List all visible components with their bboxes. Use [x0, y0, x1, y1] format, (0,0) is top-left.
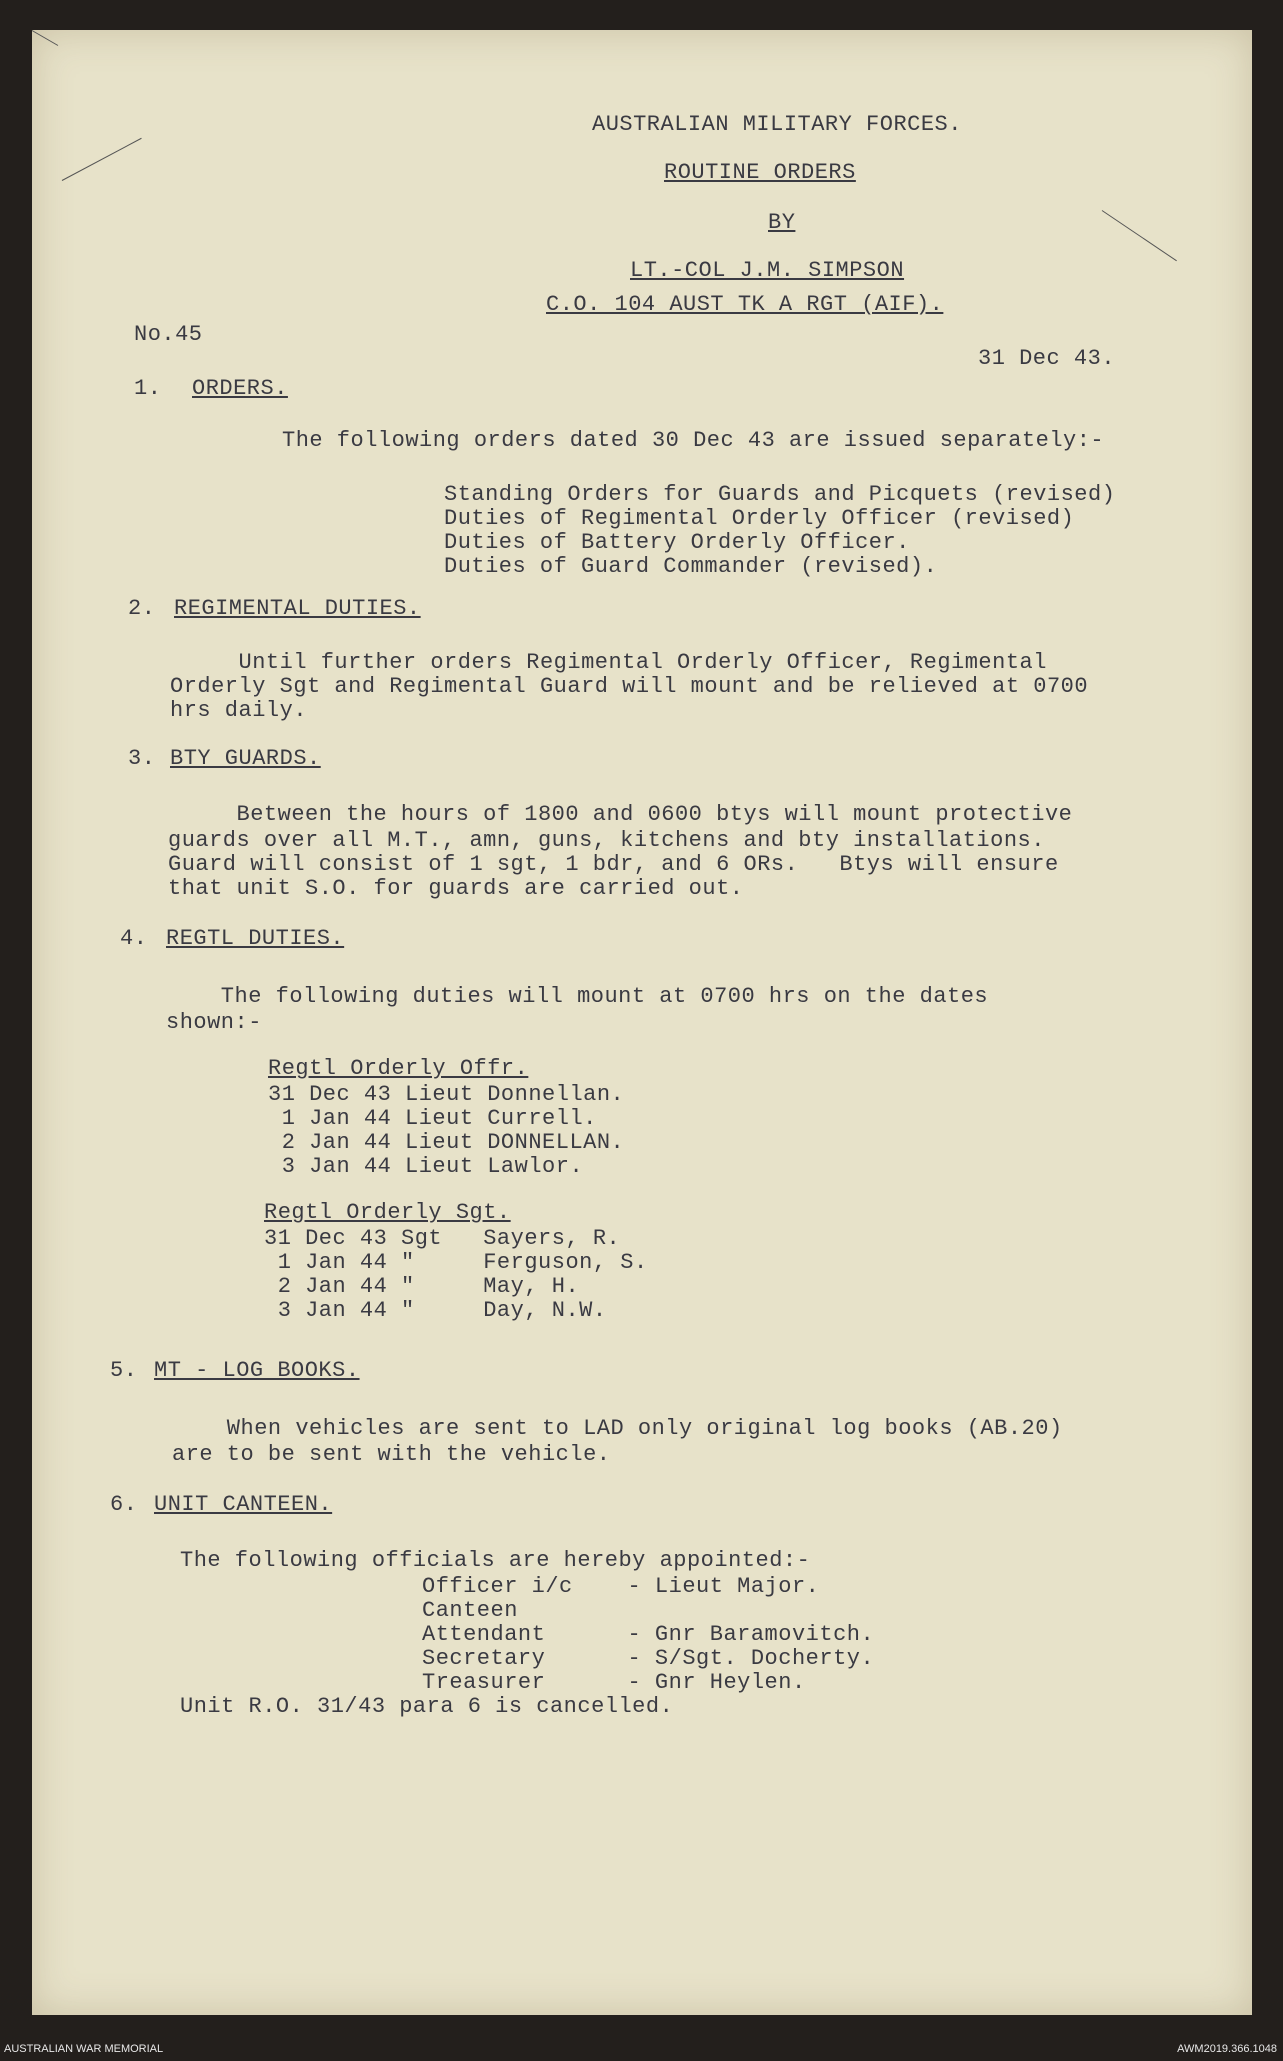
canteen-official-row: Secretary - S/Sgt. Docherty. — [422, 1646, 875, 1671]
section-2-line: Orderly Sgt and Regimental Guard will mount and be relieved at 0700 — [170, 674, 1089, 699]
section-2-number: 2. — [128, 596, 156, 621]
section-2-line: Until further orders Regimental Orderly Officer, Regimental — [170, 650, 1047, 675]
section-1-item: Duties of Regimental Orderly Officer (revised) — [444, 506, 1075, 531]
section-4-number: 4. — [120, 926, 148, 951]
order-number: No.45 — [134, 322, 203, 347]
footer-left: AUSTRALIAN WAR MEMORIAL — [4, 2043, 164, 2055]
section-4-line: shown:- — [166, 1010, 262, 1035]
officer-name: LT.-COL J.M. SIMPSON — [630, 258, 905, 283]
section-2-line: hrs daily. — [170, 698, 308, 723]
sgt-roster-row: 1 Jan 44 " Ferguson, S. — [264, 1250, 648, 1275]
unit-designation: C.O. 104 AUST TK A RGT (AIF). — [546, 292, 944, 317]
canteen-official-row: Treasurer - Gnr Heylen. — [422, 1670, 806, 1695]
pen-mark — [32, 30, 58, 46]
pen-mark — [62, 138, 142, 181]
section-1-heading: ORDERS. — [192, 376, 288, 401]
section-1-item: Duties of Battery Orderly Officer. — [444, 530, 910, 555]
section-5-heading: MT - LOG BOOKS. — [154, 1358, 360, 1383]
canteen-official-row: Officer i/c - Lieut Major. — [422, 1574, 820, 1599]
sgt-roster-row: 2 Jan 44 " May, H. — [264, 1274, 580, 1299]
officer-roster-row: 1 Jan 44 Lieut Currell. — [268, 1106, 597, 1131]
section-3-line: Guard will consist of 1 sgt, 1 bdr, and 6 ORs. Btys will ensure — [168, 852, 1059, 877]
section-6-heading: UNIT CANTEEN. — [154, 1492, 333, 1517]
by-line: BY — [768, 210, 796, 235]
section-1-item: Standing Orders for Guards and Picquets (revised) — [444, 482, 1116, 507]
section-4-heading: REGTL DUTIES. — [166, 926, 345, 951]
officer-roster-row: 2 Jan 44 Lieut DONNELLAN. — [268, 1130, 625, 1155]
section-3-number: 3. — [128, 746, 156, 771]
section-6-number: 6. — [110, 1492, 138, 1517]
officer-roster-heading: Regtl Orderly Offr. — [268, 1056, 529, 1081]
section-6-intro: The following officials are hereby appointed:- — [180, 1548, 811, 1573]
section-5-line: When vehicles are sent to LAD only original log books (AB.20) — [172, 1416, 1063, 1441]
section-5-line: are to be sent with the vehicle. — [172, 1442, 611, 1467]
sgt-roster-heading: Regtl Orderly Sgt. — [264, 1200, 511, 1225]
section-1-number: 1. — [134, 376, 162, 401]
officer-roster-row: 31 Dec 43 Lieut Donnellan. — [268, 1082, 625, 1107]
section-4-line: The following duties will mount at 0700 hrs on the dates — [166, 984, 989, 1009]
section-1-item: Duties of Guard Commander (revised). — [444, 554, 938, 579]
cancellation-note: Unit R.O. 31/43 para 6 is cancelled. — [180, 1694, 674, 1719]
section-1-intro: The following orders dated 30 Dec 43 are issued separately:- — [282, 428, 1105, 453]
section-3-line: guards over all M.T., amn, guns, kitchens and bty installations. — [168, 828, 1045, 853]
canteen-official-row: Canteen — [422, 1598, 518, 1623]
order-date: 31 Dec 43. — [978, 346, 1116, 371]
section-2-heading: REGIMENTAL DUTIES. — [174, 596, 421, 621]
pen-mark — [1102, 210, 1177, 261]
sgt-roster-row: 3 Jan 44 " Day, N.W. — [264, 1298, 607, 1323]
officer-roster-row: 3 Jan 44 Lieut Lawlor. — [268, 1154, 584, 1179]
section-3-line: that unit S.O. for guards are carried out. — [168, 876, 744, 901]
footer-right: AWM2019.366.1048 — [1177, 2043, 1277, 2055]
canteen-official-row: Attendant - Gnr Baramovitch. — [422, 1622, 875, 1647]
sgt-roster-row: 31 Dec 43 Sgt Sayers, R. — [264, 1226, 621, 1251]
section-5-number: 5. — [110, 1358, 138, 1383]
force-heading: AUSTRALIAN MILITARY FORCES. — [592, 112, 962, 137]
section-3-heading: BTY GUARDS. — [170, 746, 321, 771]
document-title: ROUTINE ORDERS — [664, 160, 856, 185]
section-3-line: Between the hours of 1800 and 0600 btys will mount protective — [168, 802, 1073, 827]
document-page — [32, 30, 1252, 2015]
